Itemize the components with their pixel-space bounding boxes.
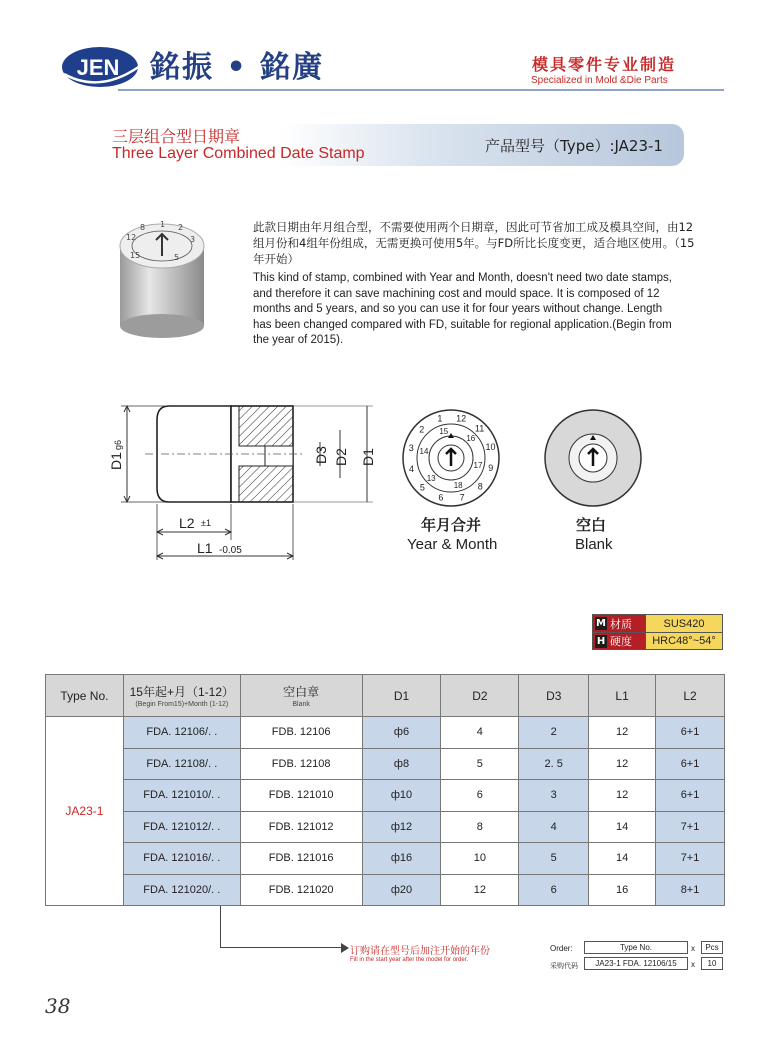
order-pcs-box: Pcs [701, 941, 723, 954]
svg-text:8: 8 [140, 223, 146, 232]
material-label: 材质 [610, 617, 632, 631]
order-note-cn: 订购请在型号后加注开始的年份 [350, 946, 490, 957]
order-type-no-box: Type No. [584, 941, 688, 954]
table-row [46, 843, 725, 875]
month-number: 5 [419, 482, 425, 493]
d3-cell: 5 [519, 843, 589, 875]
year-month-caption-cn: 年月合并 [421, 516, 482, 534]
blank-dial [543, 408, 643, 508]
header-divider [118, 89, 724, 91]
header-blank-sub: Blank [292, 701, 310, 708]
header-l2: L2 [656, 675, 725, 717]
month-number: 1 [437, 413, 443, 424]
l1-tolerance: -0.05 [219, 545, 242, 556]
product-title-en: Three Layer Combined Date Stamp [112, 145, 365, 162]
year-number: 16 [466, 434, 476, 444]
blank-code-cell: FDB. 121010 [240, 780, 362, 812]
year-month-code-cell: FDA. 121010/. . [123, 780, 240, 812]
header-year-month-label: 15年起+月（1-12） [129, 685, 234, 699]
hardness-label: 硬度 [610, 635, 632, 648]
year-month-code-cell: FDA. 121016/. . [123, 843, 240, 875]
year-month-code-cell: FDA. 121012/. . [123, 811, 240, 843]
l2-cell: 8+1 [656, 874, 725, 906]
table-row [46, 780, 725, 812]
blank-caption-cn: 空白 [576, 516, 607, 534]
blank-code-cell: FDB. 12106 [240, 717, 362, 749]
l2-cell: 6+1 [656, 717, 725, 749]
d2-cell: 5 [441, 748, 519, 780]
d2-cell: 10 [441, 843, 519, 875]
svg-text:15: 15 [130, 251, 141, 260]
month-number: 12 [456, 413, 467, 424]
l1-cell: 14 [589, 843, 656, 875]
tagline-cn: 模具零件专业制造 [532, 55, 677, 74]
d1-cell: ф10 [362, 780, 441, 812]
l1-cell: 12 [589, 748, 656, 780]
d3-cell: 6 [519, 874, 589, 906]
blank-code-cell: FDB. 121012 [240, 811, 362, 843]
l2-cell: 7+1 [656, 811, 725, 843]
svg-text:1: 1 [160, 220, 166, 229]
hardness-letter: H [596, 635, 606, 647]
d2-cell: 6 [441, 780, 519, 812]
d3-cell: 2 [519, 717, 589, 749]
product-title-cn: 三层组合型日期章 [112, 127, 241, 146]
d2-cell: 12 [441, 874, 519, 906]
product-photo [112, 216, 212, 341]
month-number: 9 [488, 463, 494, 474]
table-row [46, 811, 725, 843]
month-number: 8 [477, 481, 483, 492]
l2-cell: 6+1 [656, 780, 725, 812]
d3-label: D3 [313, 446, 329, 464]
blank-code-cell: FDB. 12108 [240, 748, 362, 780]
month-number: 11 [474, 423, 485, 434]
tagline-en: Specialized in Mold &Die Parts [531, 75, 668, 86]
spec-table [45, 674, 725, 906]
l1-cell: 12 [589, 780, 656, 812]
header-l1: L1 [589, 675, 656, 717]
d3-cell: 4 [519, 811, 589, 843]
d2-label: D2 [333, 448, 349, 466]
header-year-month [123, 675, 240, 717]
order-example-box: JA23-1 FDA. 12106/15 [584, 957, 688, 970]
dimension-drawing [105, 392, 405, 572]
note-bracket [220, 906, 344, 948]
header-blank [240, 675, 362, 717]
order-qty-box: 10 [701, 957, 723, 970]
year-month-code-cell: FDA. 12106/. . [123, 717, 240, 749]
l1-cell: 16 [589, 874, 656, 906]
month-number: 3 [408, 442, 414, 453]
brand-name: 銘振 • 銘廣 [150, 50, 325, 85]
material-letter: M [596, 618, 606, 629]
svg-text:5: 5 [174, 253, 180, 262]
blank-code-cell: FDB. 121016 [240, 843, 362, 875]
year-month-code-cell: FDA. 12108/. . [123, 748, 240, 780]
order-x-1: x [691, 944, 695, 953]
blank-code-cell: FDB. 121020 [240, 874, 362, 906]
l1-cell: 12 [589, 717, 656, 749]
year-number: 14 [419, 446, 429, 456]
d1-cell: ф16 [362, 843, 441, 875]
header-year-month-sub: (Begin From15)+Month (1-12) [135, 701, 229, 708]
page-number: 38 [45, 994, 71, 1018]
svg-text:12: 12 [126, 233, 137, 242]
year-number: 18 [453, 481, 463, 490]
material-box [592, 614, 723, 650]
month-number: 10 [485, 441, 496, 452]
d1-cell: ф8 [362, 748, 441, 780]
material-row [593, 615, 722, 632]
month-number: 7 [459, 492, 465, 503]
order-label: Order: [550, 944, 573, 953]
type-cell: JA23-1 [46, 717, 124, 906]
product-type-label: 产品型号（Type）:JA23-1 [485, 137, 663, 155]
d1-right-label: D1 [360, 448, 376, 466]
d3-cell: 3 [519, 780, 589, 812]
order-note-en: Fill in the start year after the model for order. [350, 957, 469, 963]
header-blank-label: 空白章 [283, 685, 320, 699]
material-value: SUS420 [645, 615, 722, 632]
d2-cell: 4 [441, 717, 519, 749]
d1-cell: ф12 [362, 811, 441, 843]
year-month-dial [401, 408, 501, 508]
l1-cell: 14 [589, 811, 656, 843]
table-row [46, 717, 725, 749]
header-d1: D1 [362, 675, 441, 717]
l2-tolerance: ±1 [201, 518, 211, 528]
d1-tolerance: g6 [113, 439, 123, 450]
year-month-caption-en: Year & Month [407, 536, 498, 553]
hardness-value: HRC48°~54° [645, 633, 722, 649]
month-number: 2 [419, 424, 425, 435]
d1-cell: ф20 [362, 874, 441, 906]
month-number: 6 [438, 492, 444, 503]
year-number: 17 [473, 461, 483, 471]
d3-cell: 2. 5 [519, 748, 589, 780]
year-number: 15 [439, 427, 449, 436]
header-d3: D3 [519, 675, 589, 717]
blank-caption-en: Blank [575, 536, 613, 553]
l2-label: L2 [179, 515, 195, 531]
d1-left-label: D1 [108, 452, 124, 470]
l1-label: L1 [197, 540, 213, 556]
order-x-2: x [691, 960, 695, 969]
svg-text:2: 2 [178, 223, 184, 232]
description-cn: 此款日期由年月组合型，不需要使用两个日期章，因此可节省加工成及模具空间，由12组月份和4组年份组成，无需更换可使用5年。与FD所比长度变更，适合地区使用。（15年开始） [253, 220, 695, 266]
header-type-no: Type No. [46, 675, 124, 717]
table-row [46, 748, 725, 780]
l2-cell: 7+1 [656, 843, 725, 875]
l2-cell: 6+1 [656, 748, 725, 780]
d2-cell: 8 [441, 811, 519, 843]
svg-text:3: 3 [190, 235, 196, 244]
note-arrow [341, 943, 349, 953]
header-d2: D2 [441, 675, 519, 717]
description-en: This kind of stamp, combined with Year and Month, doesn't need two date stamps, and therefore it can save machining cost and mould space. It is composed of 12 months and 5 years, and so you can use it for four years without change. Length has been changed compared with FD, suitable for regional application.(Begin from the year of 2015). [253, 272, 672, 346]
logo-text: JEN [76, 55, 120, 80]
purchase-code-label: 采购代码 [550, 963, 578, 970]
table-header-row [46, 675, 725, 717]
year-number: 13 [426, 473, 436, 483]
table-row [46, 874, 725, 906]
year-month-code-cell: FDA. 121020/. . [123, 874, 240, 906]
d1-cell: ф6 [362, 717, 441, 749]
jen-logo [60, 44, 142, 90]
month-number: 4 [408, 464, 415, 475]
hardness-row [593, 632, 722, 649]
